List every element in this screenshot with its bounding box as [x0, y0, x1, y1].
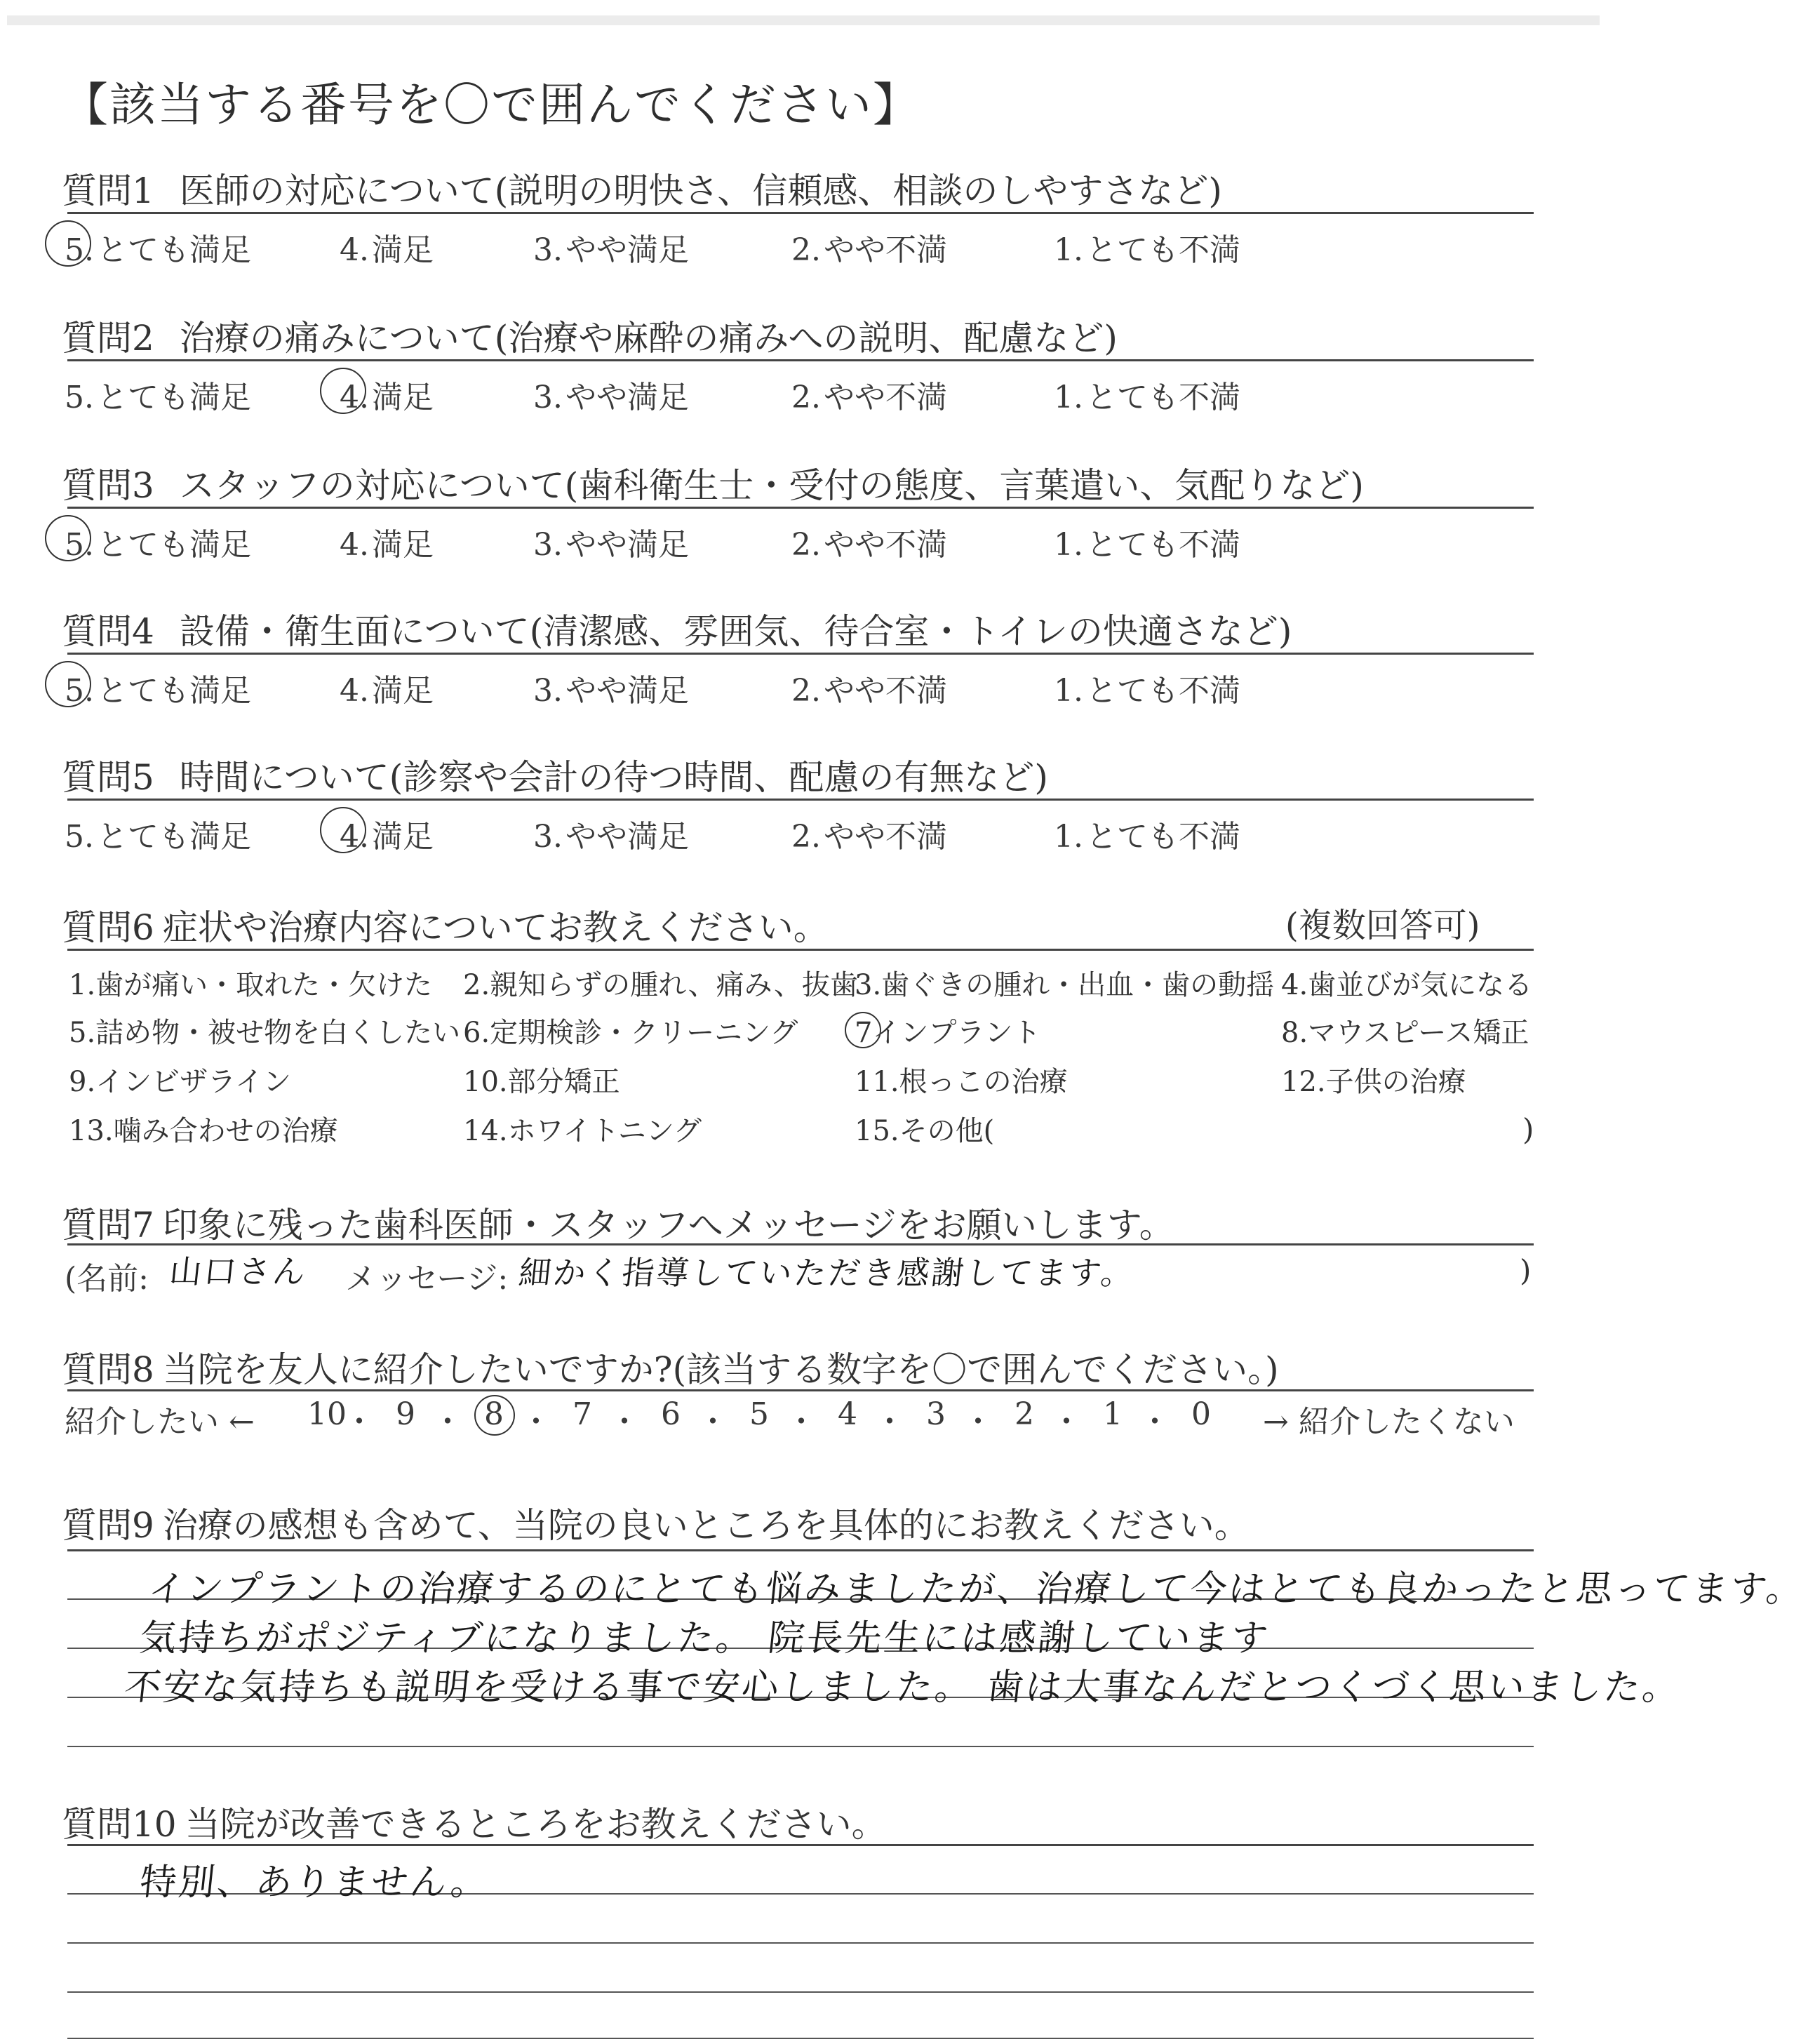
option-label: とても満足 — [96, 232, 251, 268]
item-number: 11. — [855, 1066, 899, 1098]
answer-line — [67, 2038, 1534, 2039]
option-number: 4. — [340, 232, 369, 268]
q9-handwritten-line: 不安な気持ちも説明を受ける事で安心しました。 歯は大事なんだとつくづく思いました。 — [122, 1666, 1684, 1709]
question-3 — [62, 457, 1364, 508]
item-label: その他( — [899, 1115, 995, 1147]
option-4 — [340, 225, 434, 269]
question-2 — [62, 310, 1118, 361]
scale-separator: ・ — [344, 1404, 375, 1440]
item-number: 14. — [463, 1115, 508, 1147]
symptom-option-12 — [1281, 1060, 1466, 1100]
question-number: 質問6 — [62, 907, 154, 948]
question-9 — [62, 1497, 1250, 1548]
option-label: とても満足 — [96, 673, 251, 709]
item-label: 子供の治療 — [1325, 1066, 1466, 1098]
question-number: 質問9 — [62, 1505, 154, 1546]
option-number: 5. — [65, 380, 94, 415]
symptom-option-1 — [69, 963, 432, 1003]
option-2 — [791, 225, 947, 269]
multiple-answers-note: (複数回答可) — [1285, 906, 1480, 945]
option-label: やや満足 — [565, 232, 689, 268]
question-text: 印象に残った歯科医師・スタッフへメッセージをお願いします。 — [162, 1205, 1174, 1245]
message-close-paren: ) — [1520, 1253, 1532, 1288]
item-number: 15. — [855, 1115, 899, 1147]
question-text: 時間について(診察や会計の待つ時間、配慮の有無など) — [179, 757, 1048, 798]
option-label: やや不満 — [823, 819, 947, 855]
option-label: とても満足 — [96, 527, 251, 563]
option-label: とても不満 — [1085, 380, 1240, 415]
option-label: 満足 — [371, 232, 434, 268]
item-number: 3. — [855, 969, 882, 1001]
question-text: 医師の対応について(説明の明快さ、信頼感、相談のしやすさなど) — [179, 171, 1222, 211]
item-label: 歯並びが気になる — [1308, 969, 1533, 1001]
selected-answer-circle — [320, 807, 366, 853]
scale-left-label: 紹介したい ← — [65, 1404, 255, 1440]
option-2 — [791, 372, 947, 417]
scale-separator: ・ — [963, 1404, 993, 1440]
option-label: とても不満 — [1085, 819, 1240, 855]
option-1 — [1054, 811, 1240, 856]
option-label: とても不満 — [1085, 232, 1240, 268]
option-number: 3. — [533, 380, 563, 415]
option-label: とても満足 — [96, 819, 251, 855]
item-label: 部分矯正 — [507, 1066, 620, 1098]
option-number: 2. — [791, 380, 821, 415]
message-label: メッセージ: — [345, 1261, 509, 1297]
option-5 — [65, 372, 251, 417]
item-label: 詰め物・被せ物を白くしたい — [95, 1017, 461, 1049]
answer-line — [67, 1942, 1534, 1944]
scale-value-4: 4 — [838, 1396, 857, 1432]
option-number: 3. — [533, 527, 563, 563]
scale-value-7: 7 — [572, 1396, 592, 1432]
question-4 — [62, 603, 1292, 654]
option-number: 4. — [340, 819, 369, 855]
answer-line — [67, 1991, 1534, 1993]
option-number: 1. — [1054, 527, 1083, 563]
scale-value-2: 2 — [1015, 1396, 1034, 1432]
option-label: とても不満 — [1085, 673, 1240, 709]
option-label: 満足 — [371, 527, 434, 563]
item-label: マウスピース矯正 — [1308, 1017, 1529, 1049]
symptom-option-4 — [1281, 963, 1532, 1003]
item-label: インビザライン — [95, 1066, 291, 1098]
item-number: 4. — [1281, 969, 1308, 1001]
question-number: 質問7 — [62, 1205, 154, 1245]
option-number: 3. — [533, 673, 563, 709]
scale-value-5: 5 — [749, 1396, 769, 1432]
option-5 — [65, 519, 251, 564]
scale-value-6: 6 — [661, 1396, 681, 1432]
question-rule — [67, 359, 1534, 361]
question-number: 質問5 — [62, 757, 154, 798]
selected-symptom-circle — [845, 1012, 881, 1048]
message-handwritten: 細かく指導していただき感謝してます。 — [516, 1254, 1137, 1292]
symptom-option-9 — [69, 1060, 291, 1100]
option-5 — [65, 225, 251, 269]
question-text: 症状や治療内容についてお教えください。 — [162, 907, 829, 948]
symptom-option-14 — [463, 1109, 702, 1149]
item-label: 根っこの治療 — [899, 1066, 1068, 1098]
option-number: 1. — [1054, 380, 1083, 415]
question-7 — [62, 1197, 1174, 1248]
option-1 — [1054, 372, 1240, 417]
question-5 — [62, 749, 1048, 800]
question-text: スタッフの対応について(歯科衛生士・受付の態度、言葉遣い、気配りなど) — [179, 465, 1364, 506]
question-rule — [67, 507, 1534, 509]
option-label: やや満足 — [565, 819, 689, 855]
option-1 — [1054, 665, 1240, 710]
option-2 — [791, 811, 947, 856]
scale-separator: ・ — [786, 1404, 817, 1440]
scale-value-1: 1 — [1103, 1396, 1123, 1432]
question-8-rule — [67, 1389, 1534, 1391]
name-handwritten: 山口さん — [167, 1253, 309, 1290]
name-label: (名前: — [65, 1261, 149, 1297]
question-number: 質問1 — [62, 171, 154, 211]
option-3 — [533, 225, 689, 269]
option-1 — [1054, 519, 1240, 564]
selected-answer-circle — [45, 220, 91, 267]
scale-separator: ・ — [1051, 1404, 1082, 1440]
item-label: 噛み合わせの治療 — [113, 1115, 338, 1147]
option-number: 4. — [340, 527, 369, 563]
scale-value-10: 10 — [307, 1396, 347, 1432]
option-label: やや不満 — [823, 527, 947, 563]
item-number: 1. — [69, 969, 96, 1001]
question-6 — [62, 900, 829, 950]
symptom-option-13 — [69, 1109, 338, 1149]
question-text: 設備・衛生面について(清潔感、雰囲気、待合室・トイレの快適さなど) — [179, 611, 1292, 652]
question-text: 治療の痛みについて(治療や麻酔の痛みへの説明、配慮など) — [179, 318, 1118, 359]
option-label: とても満足 — [96, 380, 251, 415]
question-7-rule — [67, 1243, 1534, 1245]
symptom-option-7 — [855, 1010, 1040, 1050]
option-number: 2. — [791, 819, 821, 855]
option-4 — [340, 665, 434, 710]
item-label: 歯が痛い・取れた・欠けた — [95, 969, 433, 1001]
q9-handwritten-line: 気持ちがポジティブになりました。 院長先生には感謝しています — [138, 1617, 1272, 1659]
option-2 — [791, 519, 947, 564]
question-rule — [67, 212, 1534, 214]
question-text: 当院が改善できるところをお教えください。 — [185, 1804, 887, 1845]
scale-value-8: 8 — [484, 1396, 504, 1432]
selected-answer-circle — [45, 661, 91, 707]
option-label: やや不満 — [823, 380, 947, 415]
option-1 — [1054, 225, 1240, 269]
option-number: 4. — [340, 673, 369, 709]
item-number: 8. — [1281, 1017, 1308, 1049]
item-number: 2. — [463, 969, 490, 1001]
scale-separator: ・ — [697, 1404, 728, 1440]
option-3 — [533, 665, 689, 710]
scale-value-3: 3 — [926, 1396, 946, 1432]
option-5 — [65, 665, 251, 710]
symptom-option-5 — [69, 1010, 460, 1050]
scale-separator: ・ — [609, 1404, 640, 1440]
scale-separator: ・ — [521, 1404, 551, 1440]
option-label: とても不満 — [1085, 527, 1240, 563]
page-title: 【該当する番号を〇で囲んでください】 — [62, 78, 920, 132]
q10-handwritten-line: 特別、ありません。 — [138, 1862, 492, 1904]
selected-recommend-circle — [474, 1395, 515, 1436]
symptom-option-2 — [463, 963, 858, 1003]
option-4 — [340, 519, 434, 564]
option-number: 2. — [791, 527, 821, 563]
question-number: 質問10 — [62, 1804, 177, 1845]
option-label: 満足 — [371, 380, 434, 415]
item-label: ホワイトニング — [507, 1115, 702, 1147]
question-rule — [67, 653, 1534, 655]
question-text: 治療の感想も含めて、当院の良いところを具体的にお教えください。 — [162, 1505, 1250, 1546]
symptom-option-10 — [463, 1060, 620, 1100]
symptom-option-8 — [1281, 1010, 1529, 1050]
option-3 — [533, 372, 689, 417]
item-number: 5. — [69, 1017, 96, 1049]
scale-separator: ・ — [432, 1404, 463, 1440]
item-number: 13. — [69, 1115, 114, 1147]
symptom-option-15 — [855, 1109, 994, 1149]
option-number: 1. — [1054, 232, 1083, 268]
option-number: 5. — [65, 673, 94, 709]
option-5 — [65, 811, 251, 856]
option-label: やや満足 — [565, 380, 689, 415]
scale-separator: ・ — [1139, 1404, 1170, 1440]
item-number: 12. — [1281, 1066, 1326, 1098]
option-label: 満足 — [371, 673, 434, 709]
scale-right-label: → 紹介したくない — [1263, 1404, 1515, 1440]
option-label: やや不満 — [823, 673, 947, 709]
option-number: 2. — [791, 232, 821, 268]
item-number: 10. — [463, 1066, 508, 1098]
option-label: やや満足 — [565, 673, 689, 709]
selected-answer-circle — [45, 515, 91, 561]
scale-value-0: 0 — [1191, 1396, 1211, 1432]
option-label: やや不満 — [823, 232, 947, 268]
option-label: やや満足 — [565, 527, 689, 563]
option-number: 5. — [65, 232, 94, 268]
question-number: 質問2 — [62, 318, 154, 359]
item-number: 7 — [855, 1017, 873, 1049]
selected-answer-circle — [320, 368, 366, 414]
question-number: 質問3 — [62, 465, 154, 506]
scale-separator: ・ — [874, 1404, 905, 1440]
symptom-option-3 — [855, 963, 1274, 1003]
answer-line — [67, 1549, 1534, 1551]
option-number: 1. — [1054, 673, 1083, 709]
question-rule — [67, 799, 1534, 801]
symptom-option-6 — [463, 1010, 798, 1050]
item-label: 歯ぐきの腫れ・出血・歯の動揺 — [881, 969, 1275, 1001]
option-number: 5. — [65, 527, 94, 563]
item-label: インプラント — [872, 1017, 1041, 1049]
question-8 — [62, 1342, 1279, 1392]
answer-line — [67, 1844, 1534, 1846]
option-number: 4. — [340, 380, 369, 415]
option-number: 3. — [533, 819, 563, 855]
q9-handwritten-line: インプラントの治療するのにとても悩みましたが、治療して今はとても良かったと思ってます。 — [146, 1568, 1807, 1610]
option-number: 1. — [1054, 819, 1083, 855]
option-3 — [533, 811, 689, 856]
option-2 — [791, 665, 947, 710]
option-number: 3. — [533, 232, 563, 268]
other-close-paren: ) — [1522, 1112, 1534, 1147]
item-number: 9. — [69, 1066, 96, 1098]
scale-value-9: 9 — [396, 1396, 415, 1432]
item-number: 6. — [463, 1017, 490, 1049]
question-number: 質問4 — [62, 611, 154, 652]
option-label: 満足 — [371, 819, 434, 855]
item-label: 親知らずの腫れ、痛み、抜歯 — [490, 969, 858, 1001]
symptom-option-11 — [855, 1060, 1068, 1100]
option-3 — [533, 519, 689, 564]
question-1 — [62, 163, 1222, 213]
option-number: 2. — [791, 673, 821, 709]
question-6-rule — [67, 949, 1534, 951]
question-text: 当院を友人に紹介したいですか?(該当する数字を〇で囲んでください。) — [162, 1349, 1279, 1390]
question-number: 質問8 — [62, 1349, 154, 1390]
scan-edge — [7, 15, 1600, 25]
item-label: 定期検診・クリーニング — [490, 1017, 798, 1049]
question-10 — [62, 1796, 887, 1847]
option-number: 5. — [65, 819, 94, 855]
answer-line — [67, 1746, 1534, 1747]
